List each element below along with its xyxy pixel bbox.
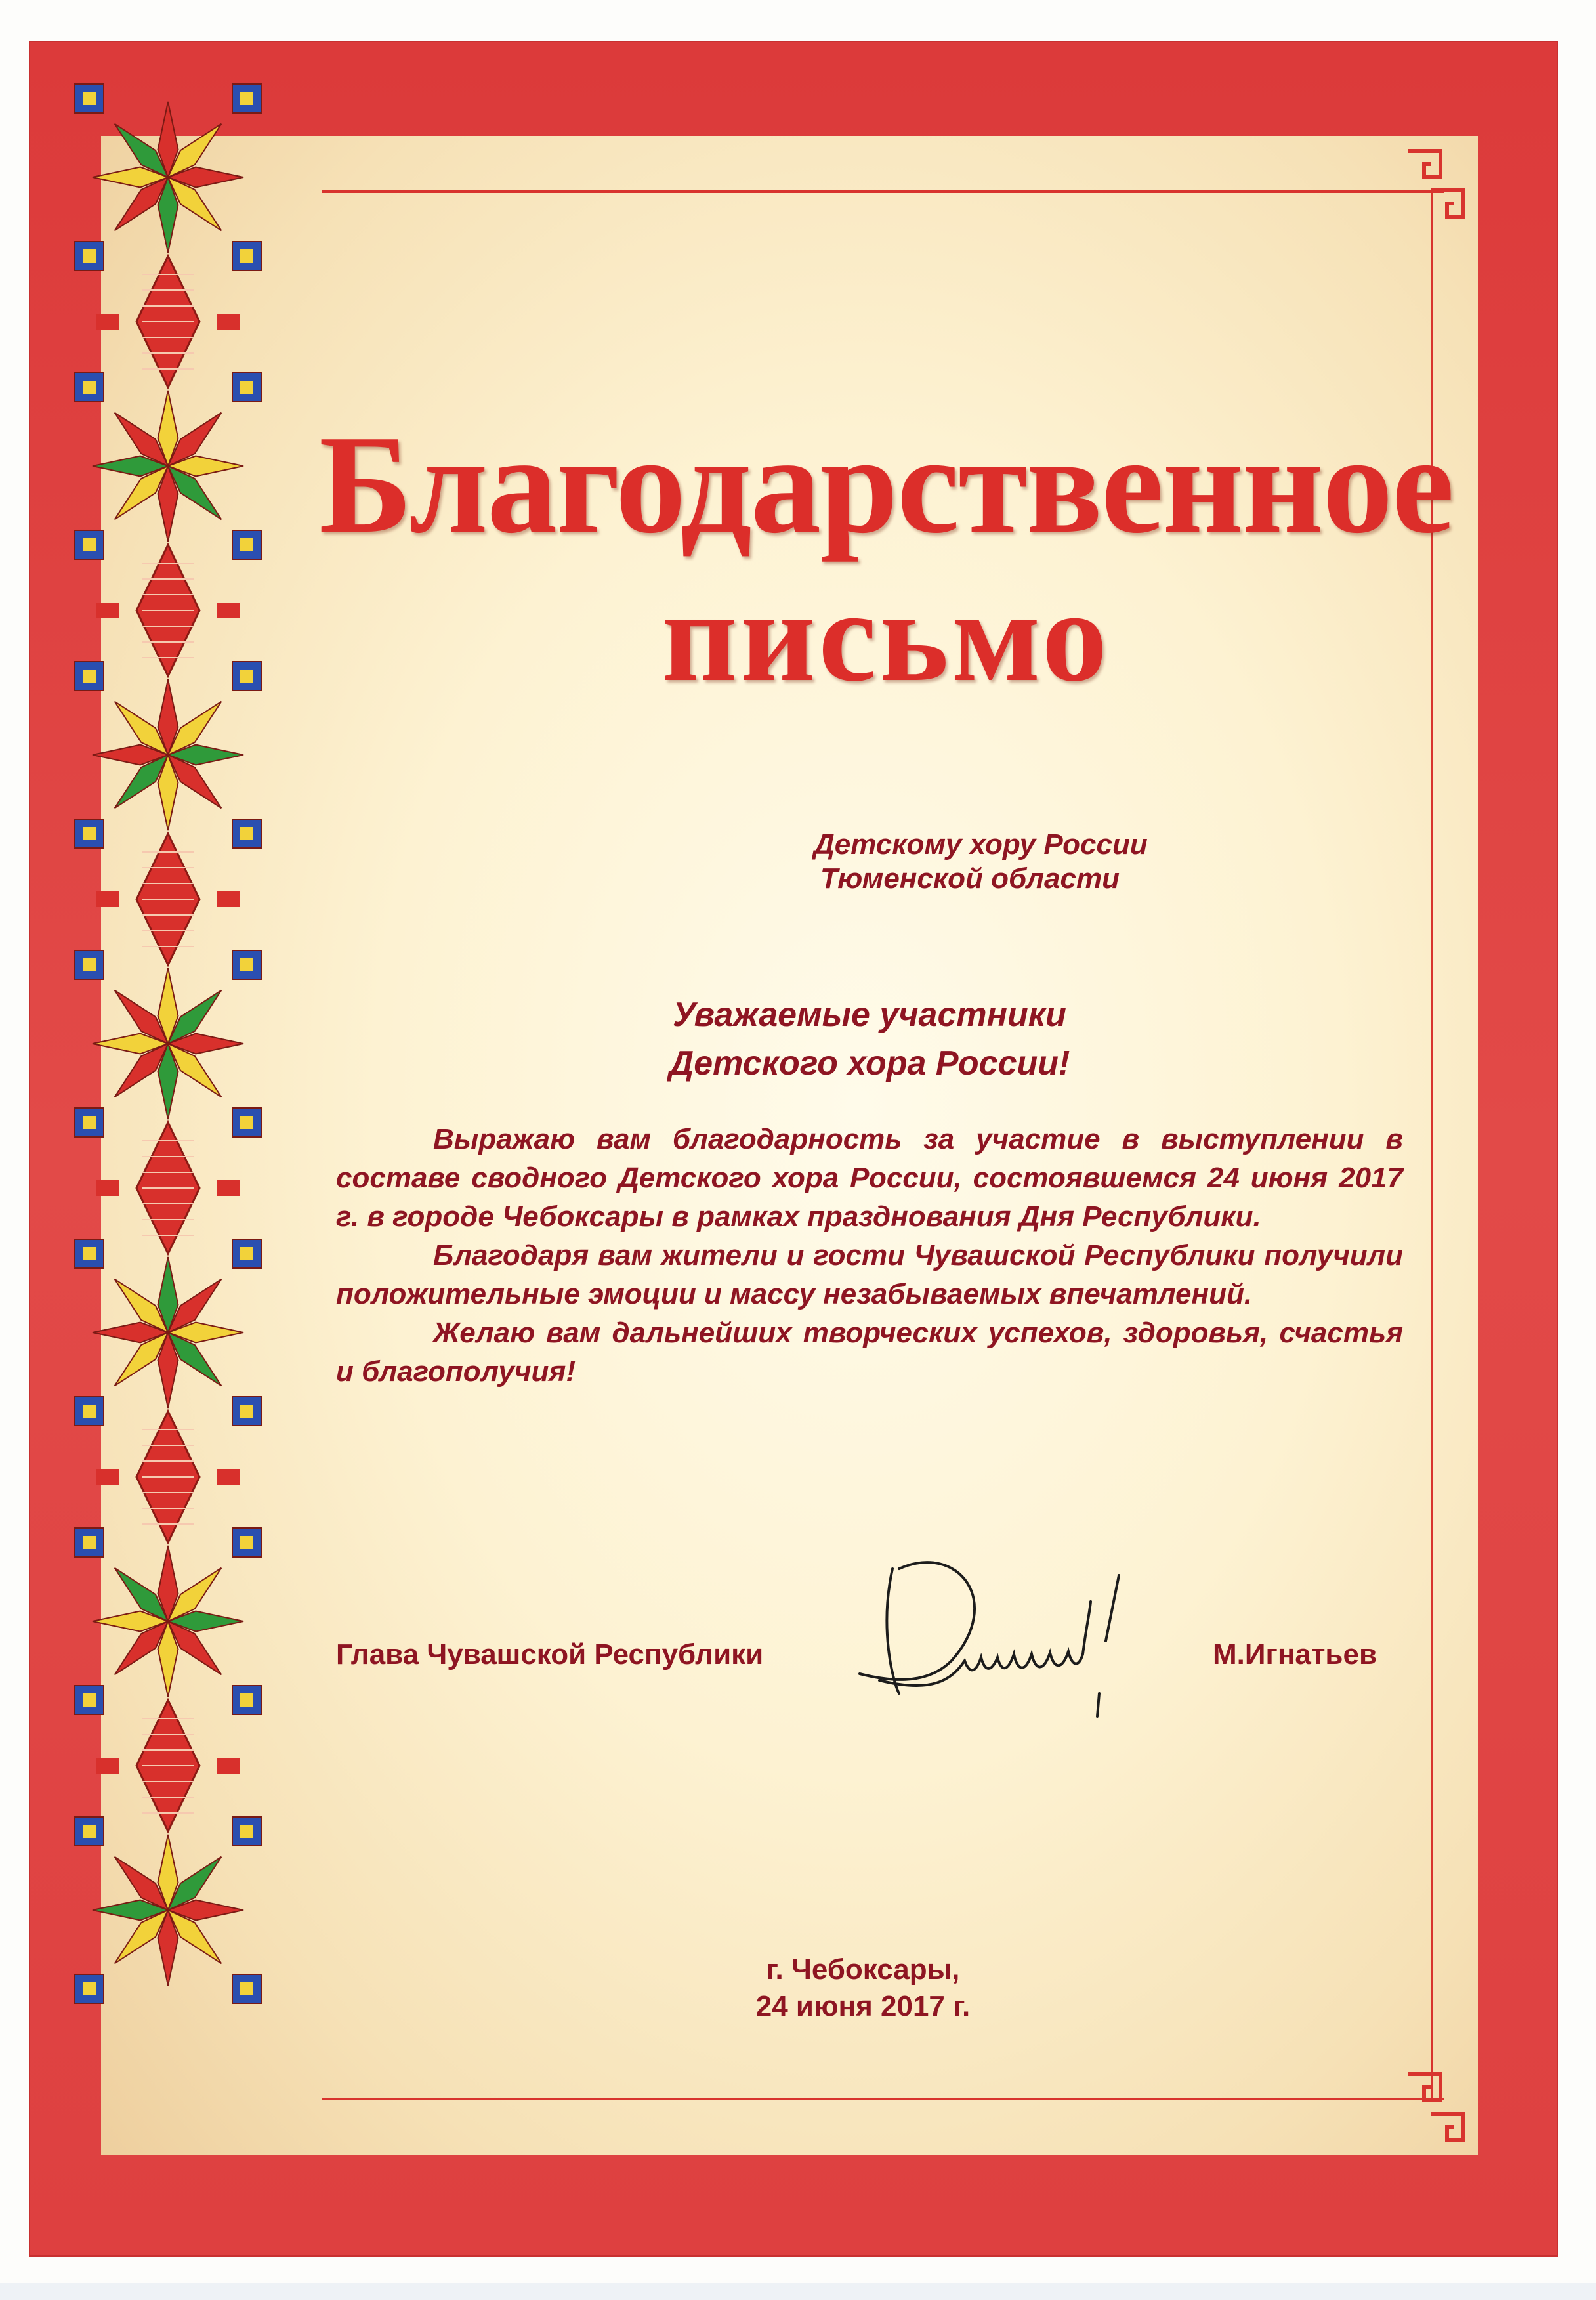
paragraph-gratitude: Выражаю вам благодарность за участие в выступлении в составе сводного Детского хора России, состоявшемся 24 июня 2017 г. в городе Чебоксары в рамках празднования Дня Республики. [336,1123,1403,1233]
ornament-hook-inner [83,1825,96,1838]
ornament-hook-inner [240,538,253,551]
ornament-side-tick [96,891,119,907]
ornament-hook-inner [240,1693,253,1707]
chuvash-ornament-border [37,46,299,2114]
ornament-hook-inner [83,1982,96,1995]
ornament-hook-inner [240,92,253,105]
ornament-hook-inner [83,249,96,263]
ornament-hook-inner [83,827,96,840]
paragraph-wishes: Желаю вам дальнейших творческих успехов, здоровья, счастья и благополучия! [336,1317,1403,1388]
ornament-hook-inner [83,670,96,683]
ornament-side-tick [217,1180,240,1196]
ornament-hook-inner [240,1405,253,1418]
ornament-hook-inner [240,249,253,263]
ornament-side-tick [217,1469,240,1485]
ornament-side-tick [96,1469,119,1485]
title-line-1: Благодарственное [318,406,1454,563]
ornament-hook-inner [240,1247,253,1260]
ornament-hook-inner [83,1693,96,1707]
date: 24 июня 2017 г. [755,1990,971,2022]
ornament-side-tick [96,1180,119,1196]
greek-key-corner-bottom [1401,2068,1473,2146]
greeting-line-2: Детского хора России! [669,1044,1070,1082]
addressee-line-1: Детскому хору России [814,828,1148,861]
ornament-hook-inner [240,1116,253,1129]
ornament-side-tick [217,1758,240,1774]
bottom-rule [322,2098,1444,2100]
ornament-hook-inner [240,670,253,683]
ornament-hook-inner [240,381,253,394]
ornament-hook-inner [83,1405,96,1418]
ornament-hook-inner [83,1116,96,1129]
top-rule [322,190,1444,193]
addressee-line-2: Тюменской области [820,862,1120,895]
ornament-hook-inner [83,1247,96,1260]
ornament-hook-inner [240,958,253,971]
ornament-hook-inner [83,92,96,105]
signatory-name: М.Игнатьев [1213,1638,1377,1671]
letter-body [336,1120,1403,1391]
ornament-hook-inner [83,958,96,971]
ornament-hook-inner [240,1825,253,1838]
ornament-hook-inner [83,1536,96,1549]
ornament-side-tick [217,603,240,618]
scan-edge [0,2283,1596,2300]
ornament-hook-inner [240,1982,253,1995]
greek-key-corner-top [1401,144,1473,223]
place: г. Чебоксары, [766,1953,960,1986]
paragraph-emotions: Благодаря вам жители и гости Чувашской Республики получили положительные эмоции и массу незабываемых впечатлений. [336,1239,1403,1310]
greeting-line-1: Уважаемые участники [673,996,1066,1034]
ornament-side-tick [96,1758,119,1774]
ornament-side-tick [96,603,119,618]
signatory-title: Глава Чувашской Республики [336,1638,764,1671]
ornament-hook-inner [240,1536,253,1549]
title-line-2: письмо [662,564,1110,709]
handwritten-signature [853,1529,1181,1739]
ornament-side-tick [217,891,240,907]
ornament-side-tick [217,314,240,330]
ornament-side-tick [96,314,119,330]
ornament-hook-inner [83,538,96,551]
ornament-hook-inner [83,381,96,394]
ornament-hook-inner [240,827,253,840]
